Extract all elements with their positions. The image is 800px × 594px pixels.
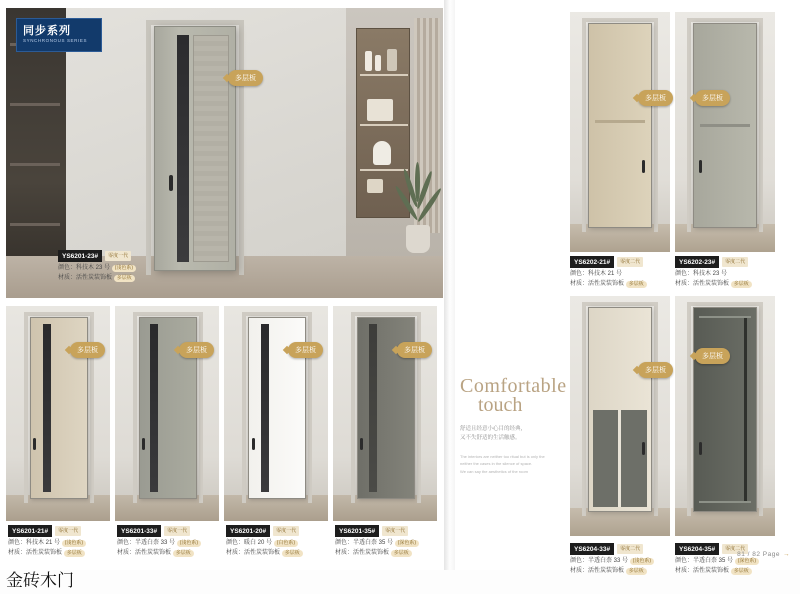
marketing-cn-2: 又不失舒适的生活触感。 <box>460 435 521 442</box>
door-color-line: 颜色：半透白柰 35 号 <box>675 557 734 564</box>
door-photo <box>675 296 775 536</box>
door-material-pill: 多层板 <box>282 550 303 557</box>
door-material-tag: 多层板 <box>179 342 214 358</box>
door-photo <box>115 306 219 521</box>
door-color-line: 颜色：科技木 21 号 <box>570 270 623 277</box>
door-material-tag: 多层板 <box>695 348 730 364</box>
left-door-strip <box>6 306 443 564</box>
marketing-en-1: The interiors are neither too ritual but is only the <box>460 453 545 459</box>
hero-material-pill: 多层板 <box>114 275 135 282</box>
door-sub: 零度二代 <box>617 544 643 554</box>
door-color-pill: (白色系) <box>274 540 298 547</box>
door-code: YS6201-21# <box>8 525 52 537</box>
door-sub: 零度二代 <box>722 257 748 267</box>
door-material-tag: 多层板 <box>70 342 105 358</box>
door-material-tag: 多层板 <box>638 362 673 378</box>
door-handle-icon <box>360 438 363 450</box>
door-material-tag: 多层板 <box>397 342 432 358</box>
door-material-tag: 多层板 <box>695 90 730 106</box>
door-caption <box>8 525 86 558</box>
door-caption <box>117 525 201 558</box>
right-page <box>455 0 800 575</box>
door-color-pill: (浅色系) <box>630 558 654 565</box>
door-photo <box>6 306 110 521</box>
door-photo <box>570 12 670 252</box>
door-material-tag: 多层板 <box>288 342 323 358</box>
door-material-line: 材质：活性炭装饰板 <box>226 550 281 557</box>
door-photo <box>570 296 670 536</box>
door-caption <box>335 525 419 558</box>
door-handle-icon <box>252 438 255 450</box>
door-material-pill: 多层板 <box>626 568 647 575</box>
door-material-line: 材质：活性炭装饰板 <box>8 550 63 557</box>
door-card[interactable] <box>675 12 775 288</box>
door-color-line: 颜色：半透白柰 33 号 <box>117 539 176 546</box>
door-sub: 零度二代 <box>722 544 748 554</box>
door-code: YS6204-35# <box>675 543 719 555</box>
door-color-pill: (深色系) <box>735 558 759 565</box>
hero-material-line: 材质：活性炭装饰板 <box>58 275 113 282</box>
door-code: YS6204-33# <box>570 543 614 555</box>
series-badge-cn: 同步系列 <box>23 25 71 37</box>
door-color-pill: (浅色系) <box>62 540 86 547</box>
door-color-line: 颜色：科技木 23 号 <box>675 270 728 277</box>
door-material-pill: 多层板 <box>626 281 647 288</box>
door-caption <box>570 256 647 289</box>
door-material-line: 材质：活性炭装饰板 <box>570 568 625 575</box>
door-color-line: 颜色：半透白柰 35 号 <box>335 539 394 546</box>
door-card[interactable] <box>570 12 670 288</box>
door-handle-icon <box>642 442 645 455</box>
door-color-pill: (浅色系) <box>177 540 201 547</box>
door-sub: 零度一代 <box>164 526 190 536</box>
door-color-line: 颜色：暖白 20 号 <box>226 539 273 546</box>
door-handle-icon <box>142 438 145 450</box>
page-number <box>737 551 790 558</box>
door-sub: 零度一代 <box>382 526 408 536</box>
marketing-en-3: We can say the aesthetics of the room <box>460 468 528 474</box>
door-code: YS6202-23# <box>675 256 719 268</box>
door-handle-icon <box>699 442 702 455</box>
door-material-line: 材质：活性炭装饰板 <box>117 550 172 557</box>
door-material-line: 材质：活性炭装饰板 <box>335 550 390 557</box>
door-card[interactable] <box>115 306 219 564</box>
door-photo <box>675 12 775 252</box>
door-card[interactable] <box>570 296 670 575</box>
door-color-line: 颜色：科技木 21 号 <box>8 539 61 546</box>
hero-color-pill: (浅色系) <box>112 265 136 272</box>
door-caption <box>226 525 303 558</box>
door-material-line: 材质：活性炭装饰板 <box>675 568 730 575</box>
arrow-right-icon: → <box>783 551 790 558</box>
marketing-cn-1: 舒适且经意小心目的经典， <box>460 426 527 432</box>
door-color-pill: (深色系) <box>395 540 419 547</box>
door-material-pill: 多层板 <box>173 550 194 557</box>
door-sub: 零度二代 <box>617 257 643 267</box>
door-handle-icon <box>699 160 702 173</box>
door-material-pill: 多层板 <box>731 281 752 288</box>
door-sub: 零度一代 <box>55 526 81 536</box>
door-code: YS6201-35# <box>335 525 379 537</box>
door-code: YS6202-21# <box>570 256 614 268</box>
hero-material-tag: 多层板 <box>228 70 263 86</box>
marketing-headline-1: Comfortable <box>460 375 567 397</box>
hero-code: YS6201-23# <box>58 250 102 262</box>
hero-color-line: 颜色：科技木 23 号 <box>58 264 111 271</box>
door-material-pill: 多层板 <box>64 550 85 557</box>
door-caption <box>570 543 654 576</box>
door-caption <box>675 256 752 289</box>
marketing-block <box>460 375 565 475</box>
door-photo <box>224 306 328 521</box>
door-material-pill: 多层板 <box>391 550 412 557</box>
page-number-text: 81 / 82 Page <box>737 551 780 558</box>
series-badge <box>16 18 102 52</box>
door-caption <box>675 543 759 576</box>
hero-door-leaf <box>154 26 236 271</box>
door-material-line: 材质：活性炭装饰板 <box>570 281 625 288</box>
door-code: YS6201-20# <box>226 525 270 537</box>
door-photo <box>333 306 437 521</box>
marketing-en-2: neither the cases in the silence of space. <box>460 461 533 467</box>
door-material-line: 材质：活性炭装饰板 <box>675 281 730 288</box>
door-sub: 零度一代 <box>273 526 299 536</box>
door-card[interactable] <box>6 306 110 564</box>
door-color-line: 颜色：半透白柰 33 号 <box>570 557 629 564</box>
door-code: YS6201-33# <box>117 525 161 537</box>
door-handle-icon <box>642 160 645 173</box>
hero-potted-plant <box>398 158 438 253</box>
hero-caption <box>58 250 136 283</box>
door-card[interactable] <box>224 306 328 564</box>
door-handle-icon <box>33 438 36 450</box>
door-material-tag: 多层板 <box>638 90 673 106</box>
watermark-brand: 金砖木门 <box>6 571 74 590</box>
door-material-pill: 多层板 <box>731 568 752 575</box>
door-card[interactable] <box>333 306 437 564</box>
series-badge-en: SYNCHRONOUS SERIES <box>23 38 88 43</box>
hero-sub: 零度一代 <box>105 251 131 261</box>
door-handle-icon <box>169 175 173 191</box>
marketing-headline-2: touch <box>478 394 523 416</box>
